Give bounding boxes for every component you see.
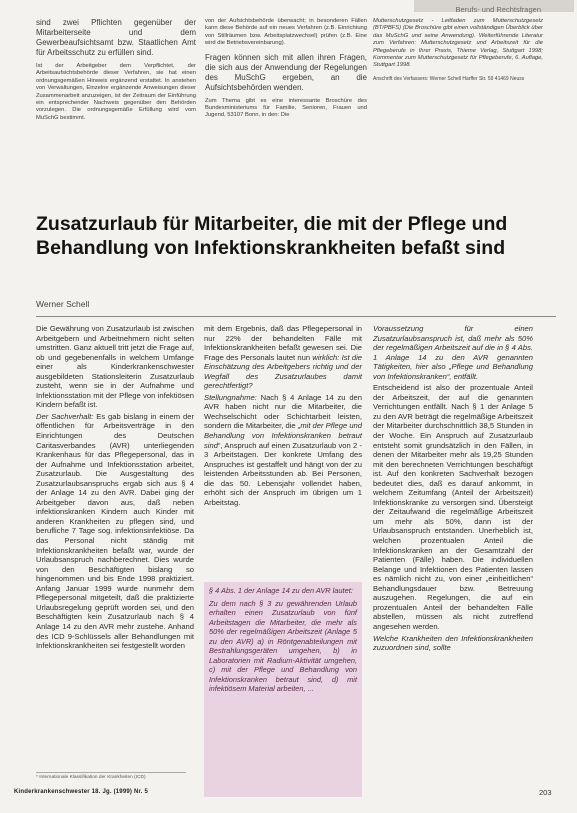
- col1-facts-label: Der Sachverhalt:: [36, 411, 94, 421]
- author-address: Anschrift des Verfassers: Werner Schell Harffer Str. 59 41469 Neuss: [373, 75, 525, 82]
- col2-p2-end: “, Anspruch auf einen Zusatzurlaub von 2 - 3 Arbeitstagen. Der konkrete Umfang des Anspruches ist gestaffelt und hängt von der zu leistenden Arbeitsstunden ab. Bei Personen, die das 50. Lebensjahr vollendet haben, erhöht sich der Anspruch im übrigen um 1 Arbeitstag.: [204, 440, 362, 507]
- quote-title: § 4 Abs. 1 der Anlage 14 zu den AVR lautet:: [209, 586, 353, 595]
- quote-text: Zu dem nach § 3 zu gewährenden Urlaub erhalten einen Zusatzurlaub von fünf Arbeitstagen die Mitarbeiter, die mehr als 50% der regelmäßigen Arbeitszeit (Anlage 5 zu den AVR) a) in Röntgenabteilungen mit Bestrahlungsgeräten umgehen, b) in Laboratorien mit Radium-Aktivität umgehen, c) mit der Pflege und Behandlung von Infektionskranken betraut sind, d) mit infektiösem Material arbeiten, ...: [209, 598, 357, 693]
- top-column-2: [205, 18, 367, 120]
- col2-p2: [204, 393, 362, 508]
- title-divider: [36, 316, 556, 317]
- col1-facts-text: Es gab bislang in einem der öffentlichen für Arbeitsverträge in den Einrichtungen des Deutschen Caritasverbandes (AVR) unterliegenden Krankenhaus für das Pflegepersonal, das in der Aufnahme und Infektionsstation arbeitet, Zusatzurlaub. Die Ausgestaltung des Zusatzurlaubsanspruchs ergab sich aus § 4 der Anlage 14 zu den AVR. Dabei ging der Arbeitgeber davon aus, daß neben infektionskranken Kindern auch Kinder mit anderen Krankheiten zu pflegen sind, und berufliche 7 Tage sog. infektionsinfektiöse. Da das Personal nicht ständig mit Infektionskrankheiten befaßt war, wurde der Urlaubsanspruch nachberechnet. Dies wurde von den Beschäftigten bislang so hingenommen und bis Ende 1998 praktiziert. Anfang Januar 1999 wurde nunmehr dem Pflegepersonal mitgeteilt, daß die praktizierte Urlaubsregelung geprüft worden sei, und den Beschäftigten kein Zusatzurlaub nach § 4 Anlage 14 zu den AVR mehr zustehe. Anhand des ICD 9-Schlüssels aller Behandlungen mit Infektionskrankheiten sei festgestellt worden: [36, 411, 194, 651]
- col2-p1-text: mit dem Ergebnis, daß das Pflegepersonal in nur 22% der behandelten Fälle mit Infektionskrankheiten befaßt gewesen sei. Die Frage des Personals lautet nun: [204, 324, 362, 362]
- col3-p3: Welche Krankheiten den Infektionskrankheiten zuzuordnen sind, sollte: [373, 633, 533, 653]
- footnote: * Internationale Klassifikation der Krankheiten (ICD): [36, 775, 146, 780]
- body-column-1: [36, 324, 194, 653]
- body-column-2: [204, 324, 362, 509]
- col3-p1: Voraussetzung für einen Zusatzurlaubsanspruch ist, daß mehr als 50% der regelmäßigen Arbeitszeit auf die in § 4 Abs. 1 Anlage 14 zu den AVR genannten Tätigkeiten, hier also „Pflege und Behandlung von Infektionskranken“, entfällt.: [373, 324, 533, 381]
- col1-facts: [36, 412, 194, 651]
- top-col2-large: Fragen können sich mit allen ihren Fragen, die sich aus der Anwendung der Regelungen des MuSchG ergeben, an die Aufsichtsbehörden wenden.: [205, 52, 367, 92]
- page-number: 203: [539, 788, 552, 797]
- top-column-3: [373, 18, 543, 82]
- section-label: Berufs- und Rechtsfragen: [455, 5, 541, 14]
- top-col1-large: sind zwei Pflichten gegenüber der Mitarbeiterseite und dem Gewerbeaufsichtsamt bzw. Staatlichen Amt für Arbeitsschutz zu erfüllen sind.: [36, 18, 196, 57]
- col3-p2: Entscheidend ist also der prozentuale Anteil der Arbeitszeit, der auf die genannten Verrichtungen entfällt. Nach § 1 der Anlage 5 zu den AVR beträgt die regelmäßige Arbeitszeit der Mitarbeiter durchschnittlich 38,5 Stunden in der Woche. Ein Anspruch auf Zusatzurlaub entsteht somit grundsätzlich in den Fällen, in denen der Mitarbeiter mehr als 19,25 Stunden mit den berechneten Verrichtungen beschäftigt ist. Auf den konkreten Sachverhalt bezogen bedeutet dies, daß es darauf ankommt, in welchem Zeitumfang (Anteil der Arbeitszeit) Infektionskranke zu versorgen sind. Übersteigt der Zeitaufwand die regelmäßige Arbeitszeit um mehr als 50%, dann ist der Urlaubsanspruch entstanden. Unerheblich ist, welchen prozentualen Anteil die Infektionskranken an der Gesamtzahl der Patienten (Fälle) haben. Die individuellen Belange und Infektionen des Patienten lassen es nämlich nicht zu, von einer „einheitlichen“ Behandlungsdauer bzw. Betreuung auszugehen. Regelungen, die auf ein prozentualen Anteil der behandelten Fälle abstellen, müssen als nicht zutreffend angesehen werden.: [373, 383, 533, 631]
- col2-p2-text: Nach § 4 Anlage 14 zu den AVR haben nicht nur die Mitarbeiter, die Wechselschicht oder Schichtarbeit leisten, sondern die Mitarbeiter, die „: [204, 392, 362, 431]
- col2-p1-italic: wirklich: Ist die Einschätzung des Arbeitgebers richtig und der Wegfall des Zusatzurlaubes damit gerechtfertigt?: [204, 352, 362, 391]
- footnote-divider: [36, 772, 186, 773]
- journal-footer: Kinderkrankenschwester 18. Jg. (1999) Nr. 5: [14, 789, 148, 795]
- article-title: Zusatzurlaub für Mitarbeiter, die mit der Pflege und Behandlung von Infektionskrankheiten befaßt sind: [36, 213, 508, 259]
- col2-statement-label: Stellungnahme:: [204, 392, 257, 402]
- top-col2-small: von der Aufsichtsbehörde überwacht; in besonderen Fällen kann diese Behörde auf ein neues Verfahren (z.B. Einrichtung von Stillräumen bzw. Arbeitsplatzwechsel) prüfen (z.B. Eine wird die Betriebsvereinbarung).: [205, 18, 367, 47]
- top-col2-tiny: Zum Thema gibt es eine interessante Broschüre des Bundesministeriums für Familie, Senioren, Frauen und Jugend, 53107 Bonn, in den: Die: [205, 97, 367, 119]
- col1-intro: Die Gewährung von Zusatzurlaub ist zwischen Arbeitgebern und Arbeitnehmern nicht selten umstritten. Ganz aktuell tritt jetzt die Frage auf, ob und gegebenenfalls in welchem Umfange einer als Kinderkrankenschwester ausgebildeten Stationsleiterin Zusatzurlaub zusteht, wenn sie in der Aufnahme und Infektionsstation mit der Pflege von infektiösen Kindern befaßt ist.: [36, 324, 194, 410]
- article-author: Werner Schell: [36, 299, 90, 309]
- top-column-1: [36, 18, 196, 122]
- col2-p1: [204, 324, 362, 391]
- quote-box: [204, 582, 362, 797]
- col2-p2-italic: mit der Pflege und Behandlung von Infektionskranken betraut sind: [204, 421, 362, 450]
- references: Mutterschutzgesetz - Leitfaden zum Mutterschutzgesetz (BT/PBFS) (Die Broschüre gibt einen vollständigen Überblick über das MuSchG und seine Anwendung). Weiterführende Literatur zum Verfahren: Mutterschutzgesetz und Arbeitszeit für die Pflegeberufe in Ihrer Praxis, Thieme Verlag, Stuttgart 1998; Kommentar zum Mutterschutzgesetz für Pflegeberufe, 6. Auflage, Stuttgart 1998.: [373, 18, 543, 69]
- top-col1-small: Ist der Arbeitgeber dem Verpflichtet, der Arbeitsaufsichtsbehörde dieser Verfahren, sie hat einen ordnungsgemäßen Hinweis ergänzend erstattet. In anstehen von Verwaltungen, Einzelne ergänzende Anweisungen dieser Zusammenarbeit anzuzeigen, ist der Zeitraum der Einführung ein entsprechender Nachweis gegenüber den Behörden vorzulegen. Die ordnungsgemäße Erfüllung wird vom MuSchG bestimmt.: [36, 63, 196, 121]
- body-column-3: [373, 324, 533, 655]
